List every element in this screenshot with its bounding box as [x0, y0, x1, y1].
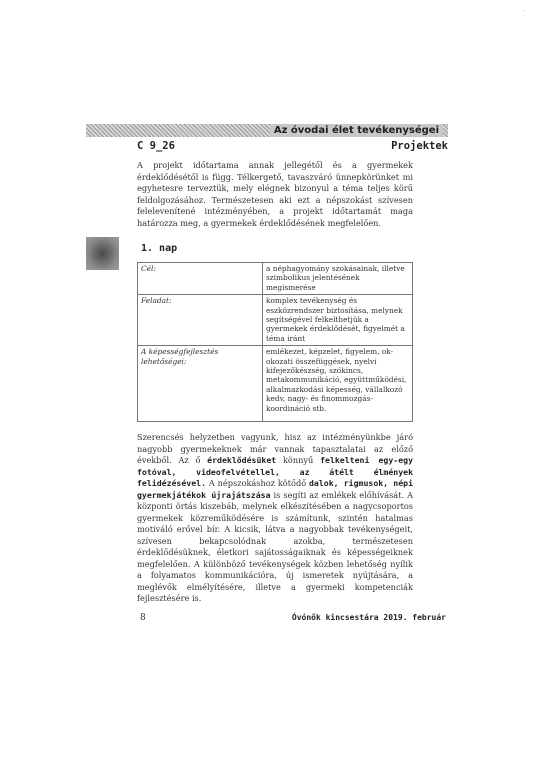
table-row	[138, 346, 413, 422]
table-label: Cél:	[138, 263, 263, 295]
table-value: komplex tevékenység és eszközrendszer biztosítása, melynek segítségével felkelthetjük a gyermekek érdeklődését, figyelmét a téma iránt	[263, 295, 413, 346]
body-emphasis: érdeklődésüket	[207, 455, 277, 465]
page-number: 8	[140, 613, 146, 623]
goals-table	[137, 262, 413, 422]
corner-mark: ·	[523, 8, 525, 15]
body-text: könnyű	[276, 455, 321, 465]
table-value: emlékezet, képzelet, figyelem, ok-okozati összefüggések, nyelvi kifejezőkészség, szókincs, metakommunikáció, együttműködési, alkalmazkodási képesség, vállalkozó kedv, nagy- és finommozgás-koordináció stb.	[263, 346, 413, 422]
publication-title: Óvónők kincsestára 2019. február	[291, 613, 446, 622]
table-label: A képességfejlesztés lehetőségei:	[138, 346, 263, 422]
side-photo	[86, 237, 119, 270]
table-row	[138, 295, 413, 346]
body-text: A népszokáshoz kötődő	[206, 478, 309, 488]
section-title: Projektek	[391, 140, 448, 152]
table-value: a néphagyomány szokásainak, illetve szimbolikus jelentésének megismerése	[263, 263, 413, 295]
day-title: 1. nap	[141, 243, 178, 254]
table-label: Feladat:	[138, 295, 263, 346]
body-paragraph	[137, 432, 413, 605]
intro-paragraph: A projekt időtartama annak jellegétől és a gyermekek érdeklődésétől is függ. Télkergető, tavaszváró ünnepkörünket mi egyhetesre terveztük, mely elégnek bizonyul a téma teljes körű feldolgozásához. Természetesen aki ezt a népszokást szívesen felelevenítené intézményében, a projekt időtartamát maga határozza meg, a gyermekek érdeklődésének megfelelően.	[137, 160, 413, 228]
header-title: Az óvodai élet tevékenységei	[270, 124, 443, 137]
body-emphasis: dalok, rigmusok, népi gyermekjátékok újrajátszása	[137, 478, 413, 500]
body-text: is segíti az emlékek előhívását. A központi örtás kiszebáb, melynek elkészítésében a nagycsoportos gyermekek közreműködésére is számítunk, szintén hatalmas motiváló erővel bír. A kicsik, látva a nagyobbak tevékenységeit, szívesen bekapcsolódnak azokba, természetesen érdeklődésüknek, életkori sajátosságaiknak és képességeiknek megfelelően. A különböző tevékenységek közben lehetőség nyílik a folyamatos kommunikációra, új ismeretek nyújtására, a meglévők elmélyítésére, illetve a gyermeki kompetenciák fejlesztésére is.	[137, 489, 414, 603]
body-emphasis: felkelteni egy-egy fotóval, videofelvétellel, az átélt élmények felidézésével.	[137, 455, 413, 488]
body-text: Szerencsés helyzetben vagyunk, hisz az intézményünkbe járó nagyobb gyermekeknek már vannak tapasztalatai az előző évekből. Az ő	[137, 432, 413, 465]
document-code: C 9_26	[137, 140, 175, 152]
table-row	[138, 263, 413, 295]
